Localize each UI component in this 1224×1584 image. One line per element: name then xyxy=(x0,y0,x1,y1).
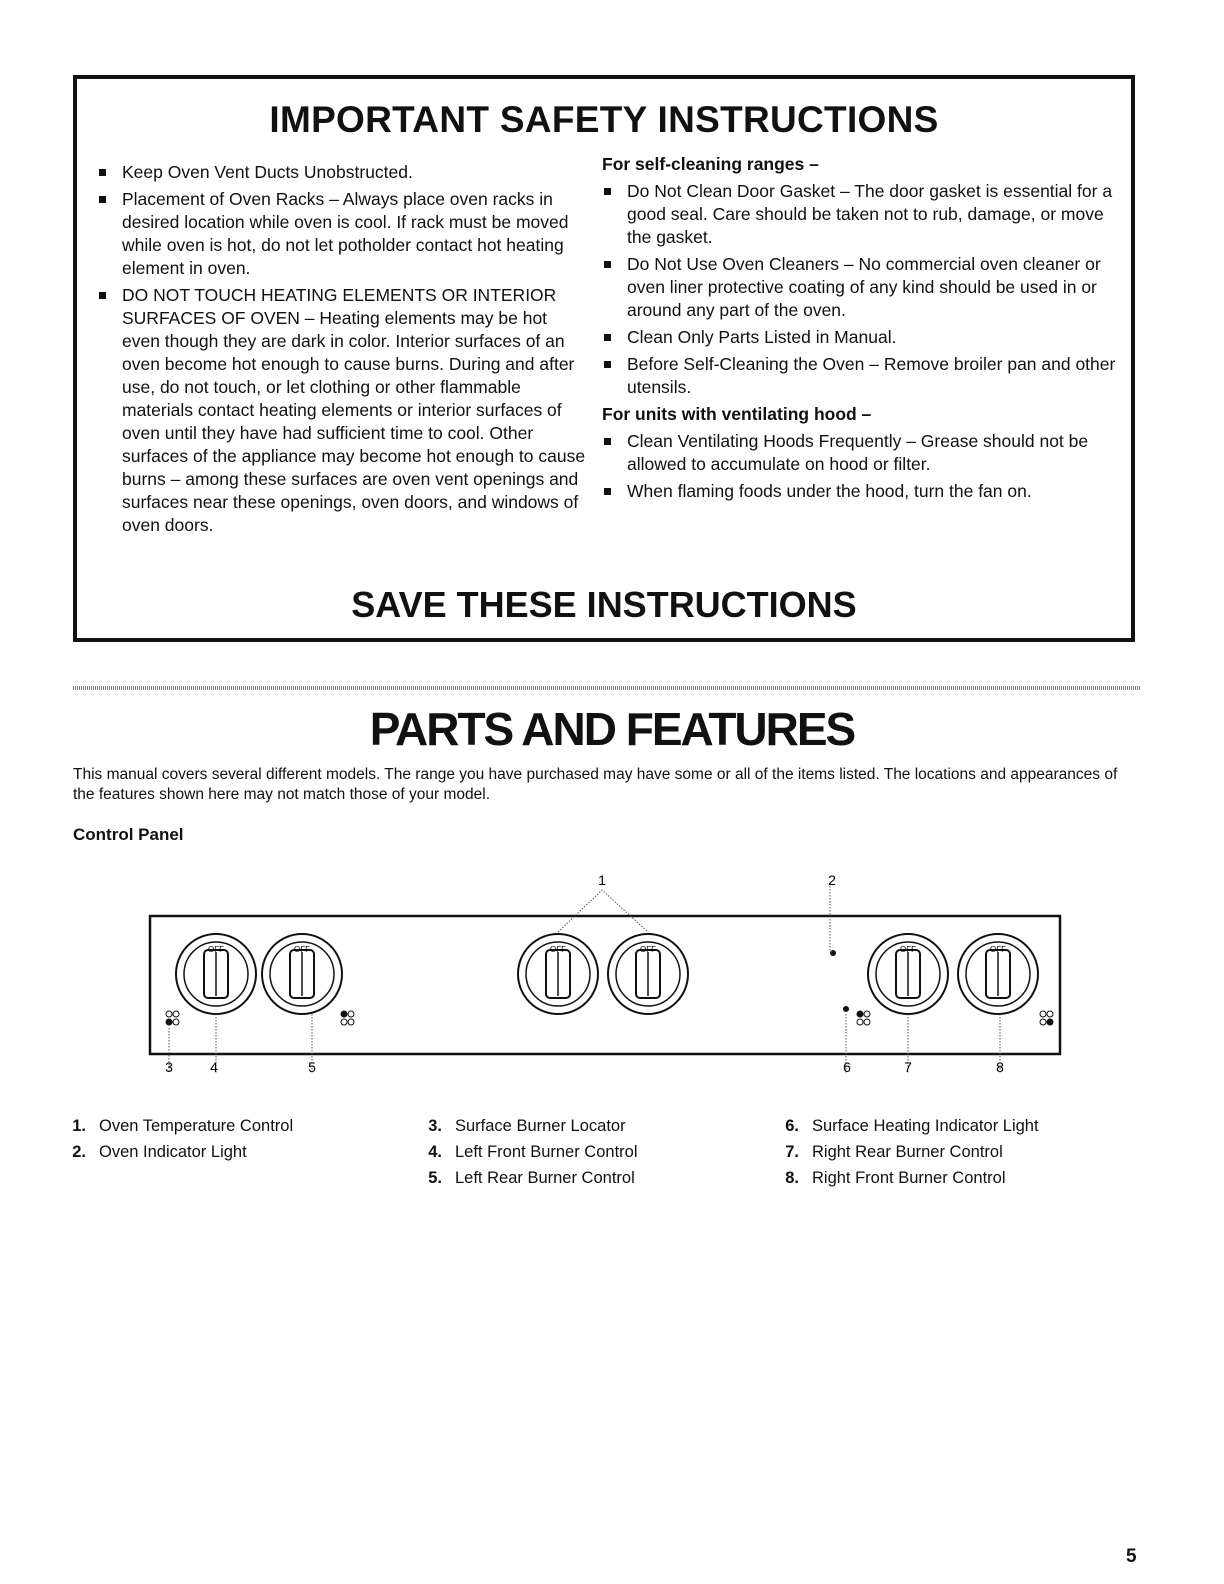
oven-selector-knob xyxy=(518,934,598,1014)
legend-column xyxy=(771,1113,1039,1191)
legend-number: 8. xyxy=(785,1169,799,1187)
safety-title: IMPORTANT SAFETY INSTRUCTIONS xyxy=(269,99,939,140)
callout-number: 1 xyxy=(598,872,606,888)
legend-number: 5. xyxy=(428,1169,442,1187)
legend-text: Left Rear Burner Control xyxy=(455,1169,635,1187)
legend-column xyxy=(58,1113,293,1165)
safety-item: Clean Ventilating Hoods Frequently – Grease should not be allowed to accumulate on hood or filter. xyxy=(602,430,1122,476)
right-rear-burner-knob xyxy=(868,934,948,1014)
callout-number: 7 xyxy=(904,1059,912,1073)
legend-item xyxy=(771,1113,1039,1139)
legend-number: 2. xyxy=(72,1143,86,1161)
knob-off-label: OFF xyxy=(900,945,916,954)
legend-text: Oven Temperature Control xyxy=(99,1117,294,1135)
legend-text: Right Rear Burner Control xyxy=(812,1143,1003,1161)
callout-number: 3 xyxy=(165,1059,173,1073)
legend-text: Oven Indicator Light xyxy=(99,1143,247,1161)
save-instructions-title: SAVE THESE INSTRUCTIONS xyxy=(351,584,857,625)
safety-item: Do Not Use Oven Cleaners – No commercial oven cleaner or oven liner protective coating of any kind should be used in or around any part of the oven. xyxy=(602,253,1122,322)
legend-text: Left Front Burner Control xyxy=(455,1143,638,1161)
safety-item: Placement of Oven Racks – Always place oven racks in desired location while oven is cool. If rack must be moved while oven is hot, do not let potholder contact hot heating element in oven. xyxy=(97,188,587,280)
surface-heating-indicator-light xyxy=(843,1006,849,1012)
oven-temperature-knob xyxy=(608,934,688,1014)
legend-text: Right Front Burner Control xyxy=(812,1169,1006,1187)
legend-text: Surface Heating Indicator Light xyxy=(812,1117,1039,1135)
legend-number: 4. xyxy=(428,1143,442,1161)
callout-number: 2 xyxy=(828,872,836,888)
burner-locator-icon xyxy=(857,1011,870,1025)
knob-off-label: OFF xyxy=(550,945,566,954)
safety-left-column xyxy=(97,161,587,541)
callout-number: 4 xyxy=(210,1059,218,1073)
burner-locator-icon xyxy=(166,1011,179,1025)
burner-locator-icon xyxy=(341,1011,354,1025)
left-front-burner-knob xyxy=(176,934,256,1014)
knob-off-label: OFF xyxy=(640,945,656,954)
legend-item xyxy=(58,1113,293,1139)
safety-item: DO NOT TOUCH HEATING ELEMENTS OR INTERIOR SURFACES OF OVEN – Heating elements may be hot even though they are dark in color. Interior surfaces of an oven become hot enough to cause burns. During and after use, do not touch, or let clothing or other flammable materials contact heating elements or interior surfaces of oven until they have had sufficient time to cool. Other surfaces of the appliance may become hot enough to cause burns – among these surfaces are oven vent openings and surfaces near these openings, oven doors, and windows of oven doors. xyxy=(97,284,587,537)
parts-intro: This manual covers several different models. The range you have purchased may have some or all of the items listed. The locations and appearances of the features shown here may not match those of your model. xyxy=(73,766,1118,803)
legend-item xyxy=(58,1139,293,1165)
legend-item xyxy=(771,1165,1039,1191)
self-cleaning-heading: For self-cleaning ranges – xyxy=(602,154,819,174)
legend-number: 3. xyxy=(428,1117,442,1135)
left-rear-burner-knob xyxy=(262,934,342,1014)
control-panel-diagram xyxy=(140,868,1070,1073)
section-divider xyxy=(73,686,1141,690)
callout-number: 8 xyxy=(996,1059,1004,1073)
legend-text: Surface Burner Locator xyxy=(455,1117,626,1135)
legend-number: 1. xyxy=(72,1117,86,1135)
hood-heading: For units with ventilating hood – xyxy=(602,404,872,424)
knob-off-label: OFF xyxy=(208,945,224,954)
safety-item: Do Not Clean Door Gasket – The door gasket is essential for a good seal. Care should be taken not to rub, damage, or move the gasket. xyxy=(602,180,1122,249)
control-panel-title: Control Panel xyxy=(73,825,184,844)
safety-right-column xyxy=(602,153,1122,507)
burner-locator-icon xyxy=(1040,1011,1053,1025)
knob-off-label: OFF xyxy=(294,945,310,954)
safety-item: Keep Oven Vent Ducts Unobstructed. xyxy=(97,161,587,184)
legend-column xyxy=(414,1113,638,1191)
page-number: 5 xyxy=(1126,1546,1137,1567)
right-front-burner-knob xyxy=(958,934,1038,1014)
legend-item xyxy=(414,1113,638,1139)
legend-number: 7. xyxy=(785,1143,799,1161)
legend-item xyxy=(414,1139,638,1165)
callout-number: 5 xyxy=(308,1059,316,1073)
safety-instructions-box xyxy=(73,75,1135,642)
legend-item xyxy=(771,1139,1039,1165)
legend-item xyxy=(414,1165,638,1191)
safety-item: Clean Only Parts Listed in Manual. xyxy=(602,326,1122,349)
safety-item: Before Self-Cleaning the Oven – Remove broiler pan and other utensils. xyxy=(602,353,1122,399)
legend-number: 6. xyxy=(785,1117,799,1135)
parts-title: PARTS AND FEATURES xyxy=(369,703,855,755)
oven-indicator-light xyxy=(830,950,836,956)
knob-off-label: OFF xyxy=(990,945,1006,954)
callout-number: 6 xyxy=(843,1059,851,1073)
safety-item: When flaming foods under the hood, turn the fan on. xyxy=(602,480,1122,503)
